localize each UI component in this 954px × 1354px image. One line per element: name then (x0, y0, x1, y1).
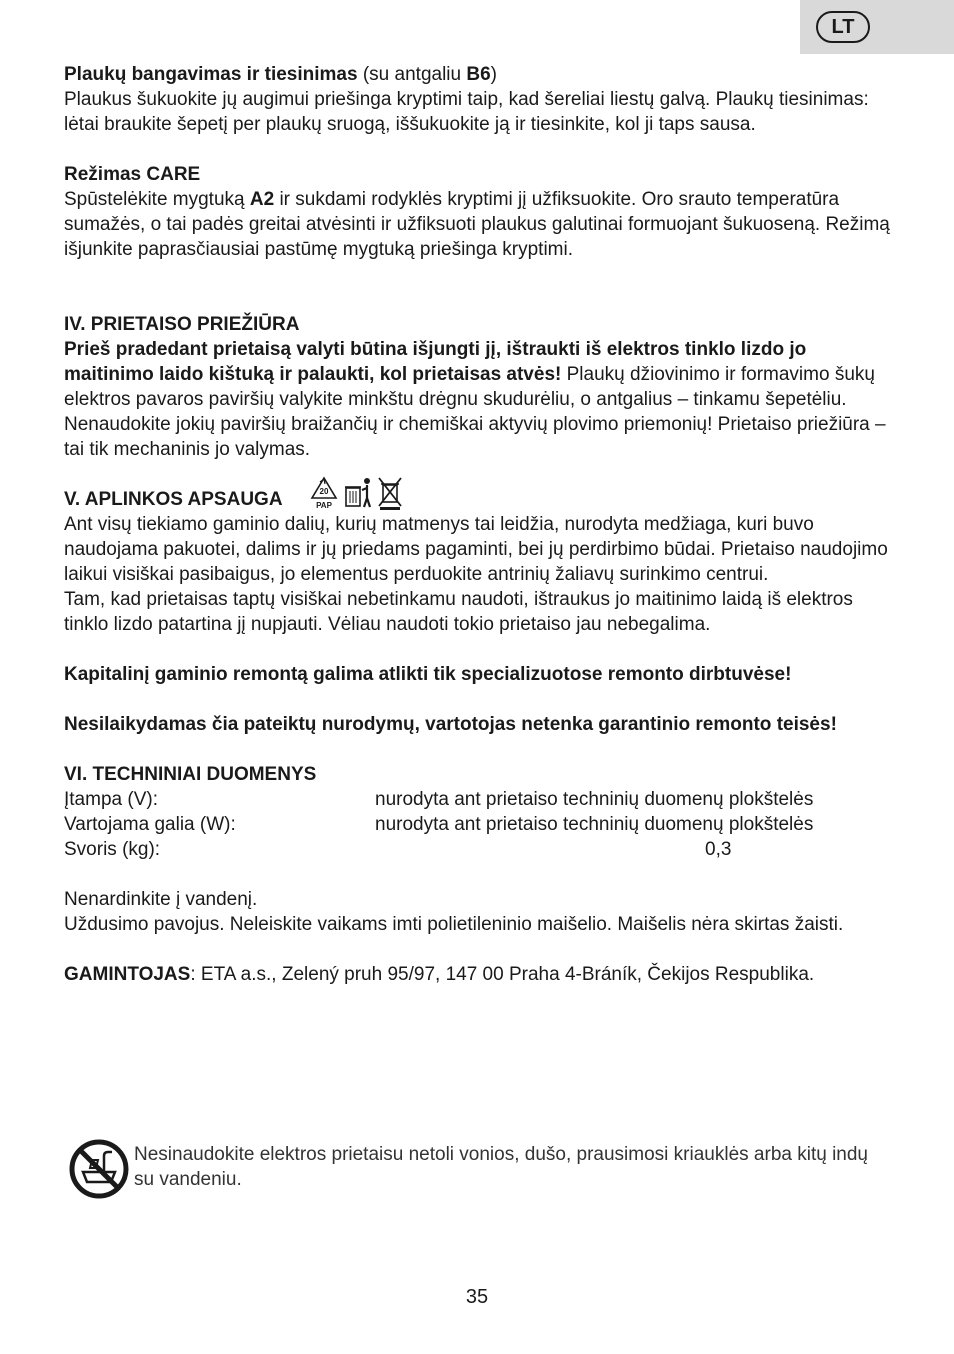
manufacturer-text: : ETA a.s., Zelený pruh 95/97, 147 00 Praha 4-Bráník, Čekijos Respublika. (190, 964, 815, 985)
spec-label: Svoris (kg): (64, 839, 161, 860)
care-button-code: A2 (249, 189, 275, 210)
recycle-code: 20 (319, 486, 328, 496)
bath-warning (68, 1138, 888, 1200)
care-body (64, 187, 894, 262)
tidy-man-icon (343, 476, 373, 510)
recycle-pap-icon (309, 476, 339, 510)
language-badge: LT (816, 11, 870, 43)
spec-row-power (64, 812, 894, 837)
spec-row-weight (64, 837, 894, 862)
care-body-start: Spūstelėkite mygtuką (64, 189, 250, 210)
spec-value: 0,3 (705, 839, 732, 860)
no-bath-icon (68, 1138, 130, 1200)
waving-heading (64, 62, 894, 87)
manufacturer-label: GAMINTOJAS (64, 964, 191, 985)
spec-row-voltage (64, 787, 894, 812)
environment-heading: V. APLINKOS APSAUGA (64, 489, 283, 510)
environment-heading-row (64, 487, 894, 512)
page-number: 35 (465, 1286, 489, 1308)
waving-body: Plaukus šukuokite jų augimui priešinga kryptimi taip, kad šereliai liestų galvą. Plaukų tiesinimas: lėtai braukite šepetį per plaukų sruogą, iššukuokite ją ir tiesinkite, kol ji taps sausa. (64, 89, 869, 135)
care-body-rest: ir sukdami rodyklės kryptimi jį užfiksuokite. Oro srauto temperatūra sumažės, o tai padės greitai atvėsinti ir užfiksuoti plaukus galutinai formuojant šukuoseną. Režimą išjunkite paprasčiausiai pastūmę mygtuką priešinga kryptimi. (64, 189, 890, 260)
repair-note: Kapitalinį gaminio remontą galima atlikti tik specializuotose remonto dirbtuvėse! (64, 664, 792, 685)
environment-body-1: Ant visų tiekiamo gaminio dalių, kurių matmenys tai leidžia, nurodyta medžiaga, kuri buvo naudojama pakuotei, dalims ir jų priedams pagaminti, bei jų perdirbimo būdai. Prietaiso naudojimo laikui visiškai pasibaigus, jo elementus perduokite antrinių žaliavų surinkimo centrui. (64, 514, 888, 585)
recycle-label: PAP (315, 500, 332, 510)
maintenance-body (64, 337, 894, 462)
warranty-note: Nesilaikydamas čia pateiktų nurodymų, vartotojas netenka garantinio remonto teisės! (64, 714, 837, 735)
bath-warning-text: Nesinaudokite elektros prietaisu netoli vonios, dušo, prausimosi kriauklės arba kitų indų su vandeniu. (134, 1144, 868, 1190)
water-note: Nenardinkite į vandenį. (64, 889, 258, 910)
maintenance-heading: IV. PRIETAISO PRIEŽIŪRA (64, 314, 300, 335)
environment-icons (309, 476, 403, 510)
waving-title-mid: (su antgaliu (357, 64, 467, 85)
spec-label: Vartojama galia (W): (64, 814, 236, 835)
environment-body-2: Tam, kad prietaisas taptų visiškai nebetinkamu naudoti, ištraukus jo maitinimo laidą iš elektros tinklo lizdo patartina jį nupjauti. Vėliau naudoti tokio prietaiso jau nebegalima. (64, 589, 853, 635)
specs-heading: VI. TECHNINIAI DUOMENYS (64, 764, 317, 785)
language-tab (800, 0, 954, 54)
waving-attachment-code: B6 (466, 64, 491, 85)
spec-value: nurodyta ant prietaiso techninių duomenų plokštelės (375, 789, 814, 810)
waving-title-end: ) (490, 64, 497, 85)
spec-value: nurodyta ant prietaiso techninių duomenų plokštelės (375, 814, 814, 835)
crossed-bin-icon (377, 476, 403, 510)
waving-title: Plaukų bangavimas ir tiesinimas (64, 64, 358, 85)
maintenance-text: Plaukų džiovinimo ir formavimo šukų elektros pavaros paviršių valykite minkštu drėgnu skudurėliu, o antgalius – tinkamu šepetėliu. Nenaudokite jokių paviršių braižančių ir chemiškai aktyvių plovimo priemonių! Prietaiso priežiūra – tai tik mechaninis jo valymas. (64, 364, 886, 460)
bag-note: Uždusimo pavojus. Neleiskite vaikams imti polietileninio maišelio. Maišelis nėra skirtas žaisti. (64, 914, 844, 935)
manufacturer-line (64, 962, 894, 987)
care-heading: Režimas CARE (64, 164, 201, 185)
spec-label: Įtampa (V): (64, 789, 158, 810)
maintenance-warning: Prieš pradedant prietaisą valyti būtina išjungti jį, ištraukti iš elektros tinklo lizdo jo maitinimo laido kištuką ir palaukti, kol prietaisas atvės! (64, 339, 807, 385)
page-content (64, 62, 894, 987)
